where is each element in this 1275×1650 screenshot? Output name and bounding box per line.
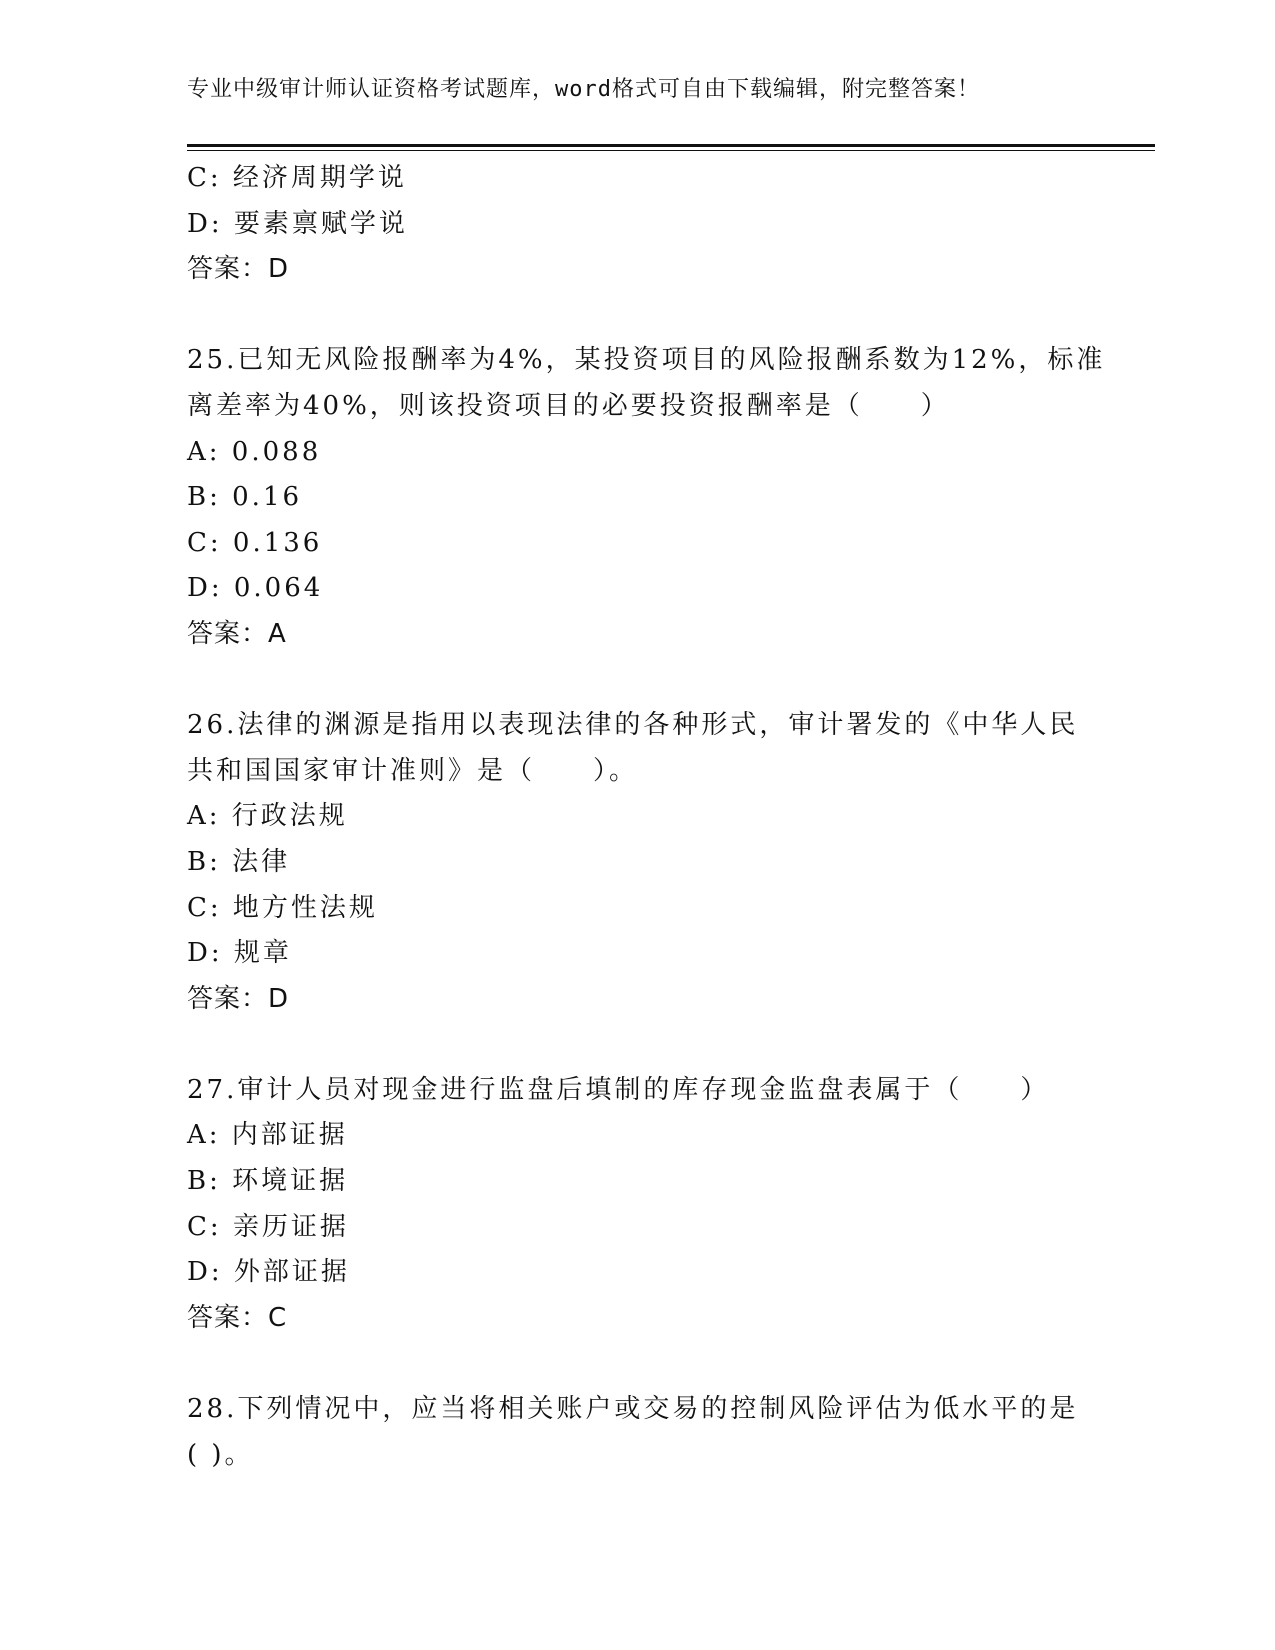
option-line: B: 环境证据 (187, 1166, 349, 1197)
question-stem: 27.审计人员对现金进行监盘后填制的库存现金监盘表属于（ ） (187, 1074, 1050, 1105)
option-line: D: 0.064 (187, 573, 324, 604)
option-line: B: 0.16 (187, 482, 303, 513)
header-rule-thick (187, 144, 1155, 147)
question-stem: 离差率为40%，则该投资项目的必要投资报酬率是（ ） (187, 390, 950, 421)
answer-line: 答案：D (187, 254, 290, 285)
option-line: D: 要素禀赋学说 (187, 208, 408, 239)
spacer (187, 1022, 1087, 1068)
option-line: B: 法律 (187, 846, 291, 877)
spacer (187, 293, 1087, 339)
page-header: 专业中级审计师认证资格考试题库，word格式可自由下载编辑，附完整答案！ (187, 77, 980, 102)
question-stem: 26.法律的渊源是指用以表现法律的各种形式，审计署发的《中华人民 (187, 710, 1079, 741)
option-line: D: 外部证据 (187, 1257, 350, 1288)
option-line: D: 规章 (187, 938, 292, 969)
answer-line: 答案：D (187, 983, 290, 1014)
question-stem: ( )。 (187, 1439, 254, 1470)
spacer (187, 658, 1087, 704)
option-line: A: 行政法规 (187, 801, 348, 832)
question-stem: 共和国国家审计准则》是（ ）。 (187, 755, 639, 786)
question-stem: 25.已知无风险报酬率为4%，某投资项目的风险报酬系数为12%，标准 (187, 345, 1106, 376)
header-rule-thin (187, 150, 1155, 151)
option-line: C: 0.136 (187, 527, 323, 558)
spacer (187, 1341, 1087, 1387)
option-line: C: 地方性法规 (187, 892, 378, 923)
option-line: C: 亲历证据 (187, 1211, 349, 1242)
answer-line: 答案：A (187, 618, 287, 649)
option-line: C: 经济周期学说 (187, 163, 407, 193)
question-content (187, 156, 1106, 1478)
option-line: A: 内部证据 (187, 1120, 348, 1151)
answer-line: 答案：C (187, 1302, 288, 1333)
option-line: A: 0.088 (187, 436, 322, 467)
question-stem: 28.下列情况中，应当将相关账户或交易的控制风险评估为低水平的是 (187, 1394, 1079, 1425)
